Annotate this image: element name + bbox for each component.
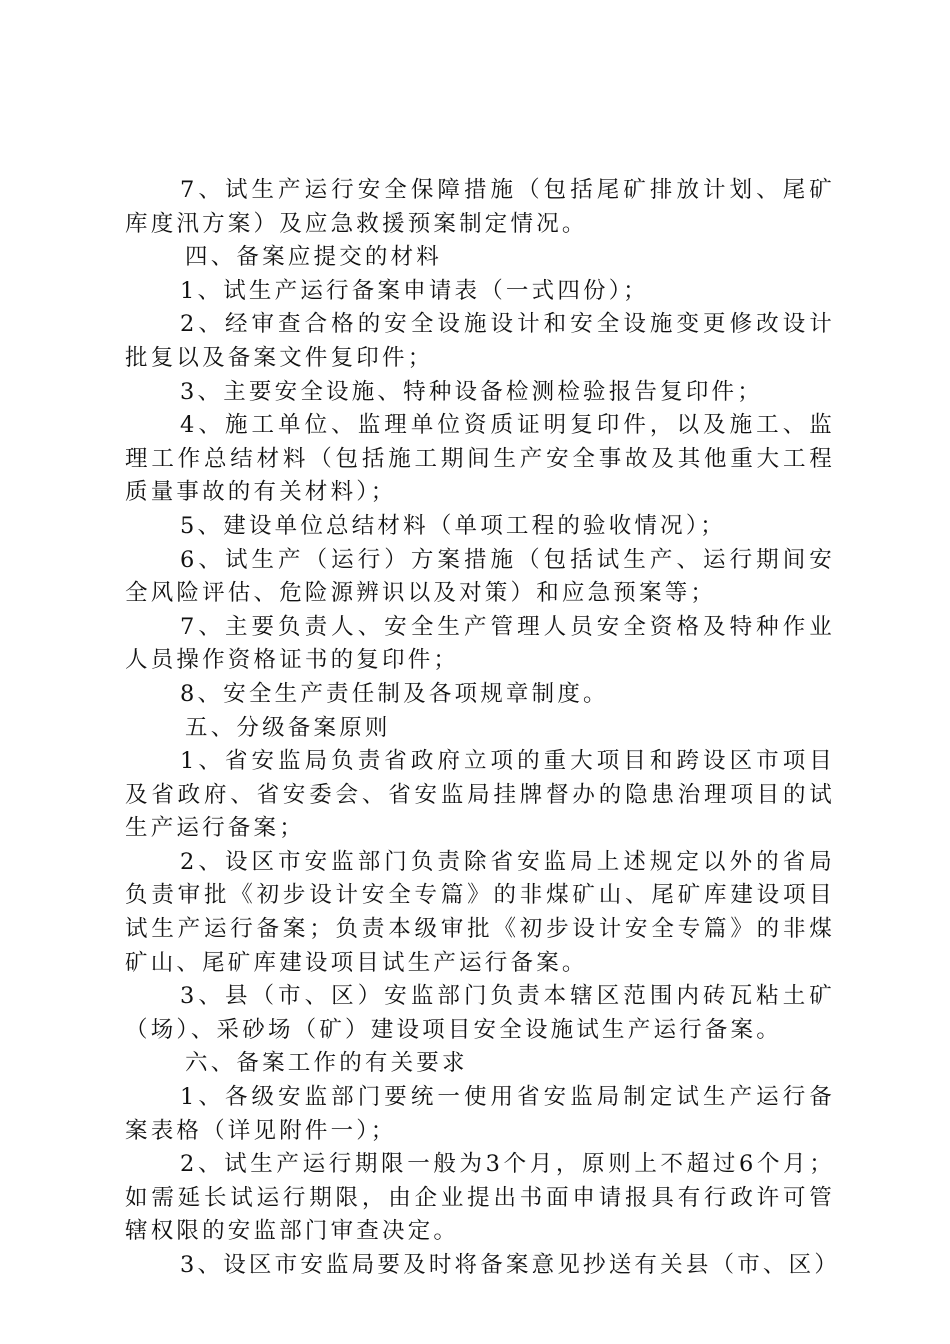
paragraph-material-5: 5、建设单位总结材料（单项工程的验收情况）； xyxy=(180,512,726,539)
paragraph-requirement-2: 2、试生产运行期限一般为3个月，原则上不超过6个月；如需延长试运行期限，由企业提出书面申请报具有行政许可管辖权限的安监部门审查决定。 xyxy=(125,1151,835,1245)
section-heading-materials: 四、备案应提交的材料 xyxy=(185,244,443,271)
paragraph-requirement-3: 3、设区市安监局要及时将备案意见抄送有关县（市、区） xyxy=(180,1252,841,1278)
paragraph-principle-1: 1、省安监局负责省政府立项的重大项目和跨设区市项目及省政府、省安委会、省安监局挂牌督办的隐患治理项目的试生产运行备案； xyxy=(125,748,835,842)
paragraph-principle-3: 3、县（市、区）安监部门负责本辖区范围内砖瓦粘土矿（场）、采砂场（矿）建设项目安全设施试生产运行备案。 xyxy=(125,983,835,1043)
document-body xyxy=(125,174,841,1283)
paragraph-material-8: 8、安全生产责任制及各项规章制度。 xyxy=(180,680,609,707)
paragraph-material-1: 1、试生产运行备案申请表（一式四份）； xyxy=(180,277,649,304)
paragraph-item-7-safety-measures: 7、试生产运行安全保障措施（包括尾矿排放计划、尾矿库度汛方案）及应急救援预案制定情况。 xyxy=(125,177,835,237)
paragraph-material-6: 6、试生产（运行）方案措施（包括试生产、运行期间安全风险评估、危险源辨识以及对策）和应急预案等； xyxy=(125,546,835,607)
paragraph-material-3: 3、主要安全设施、特种设备检测检验报告复印件； xyxy=(180,378,763,405)
paragraph-material-4: 4、施工单位、监理单位资质证明复印件，以及施工、监理工作总结材料（包括施工期间生产安全事故及其他重大工程质量事故的有关材料）； xyxy=(125,412,835,506)
paragraph-material-2: 2、经审查合格的安全设施设计和安全设施变更修改设计批复以及备案文件复印件； xyxy=(125,311,835,371)
section-heading-requirements: 六、备案工作的有关要求 xyxy=(185,1050,468,1077)
paragraph-material-7: 7、主要负责人、安全生产管理人员安全资格及特种作业人员操作资格证书的复印件； xyxy=(125,613,835,674)
paragraph-requirement-1: 1、各级安监部门要统一使用省安监局制定试生产运行备案表格（详见附件一）； xyxy=(125,1084,835,1144)
section-heading-principles: 五、分级备案原则 xyxy=(185,714,391,741)
paragraph-principle-2: 2、设区市安监部门负责除省安监局上述规定以外的省局负责审批《初步设计安全专篇》的非煤矿山、尾矿库建设项目试生产运行备案；负责本级审批《初步设计安全专篇》的非煤矿山、尾矿库建设项目试生产运行备案。 xyxy=(125,848,835,976)
